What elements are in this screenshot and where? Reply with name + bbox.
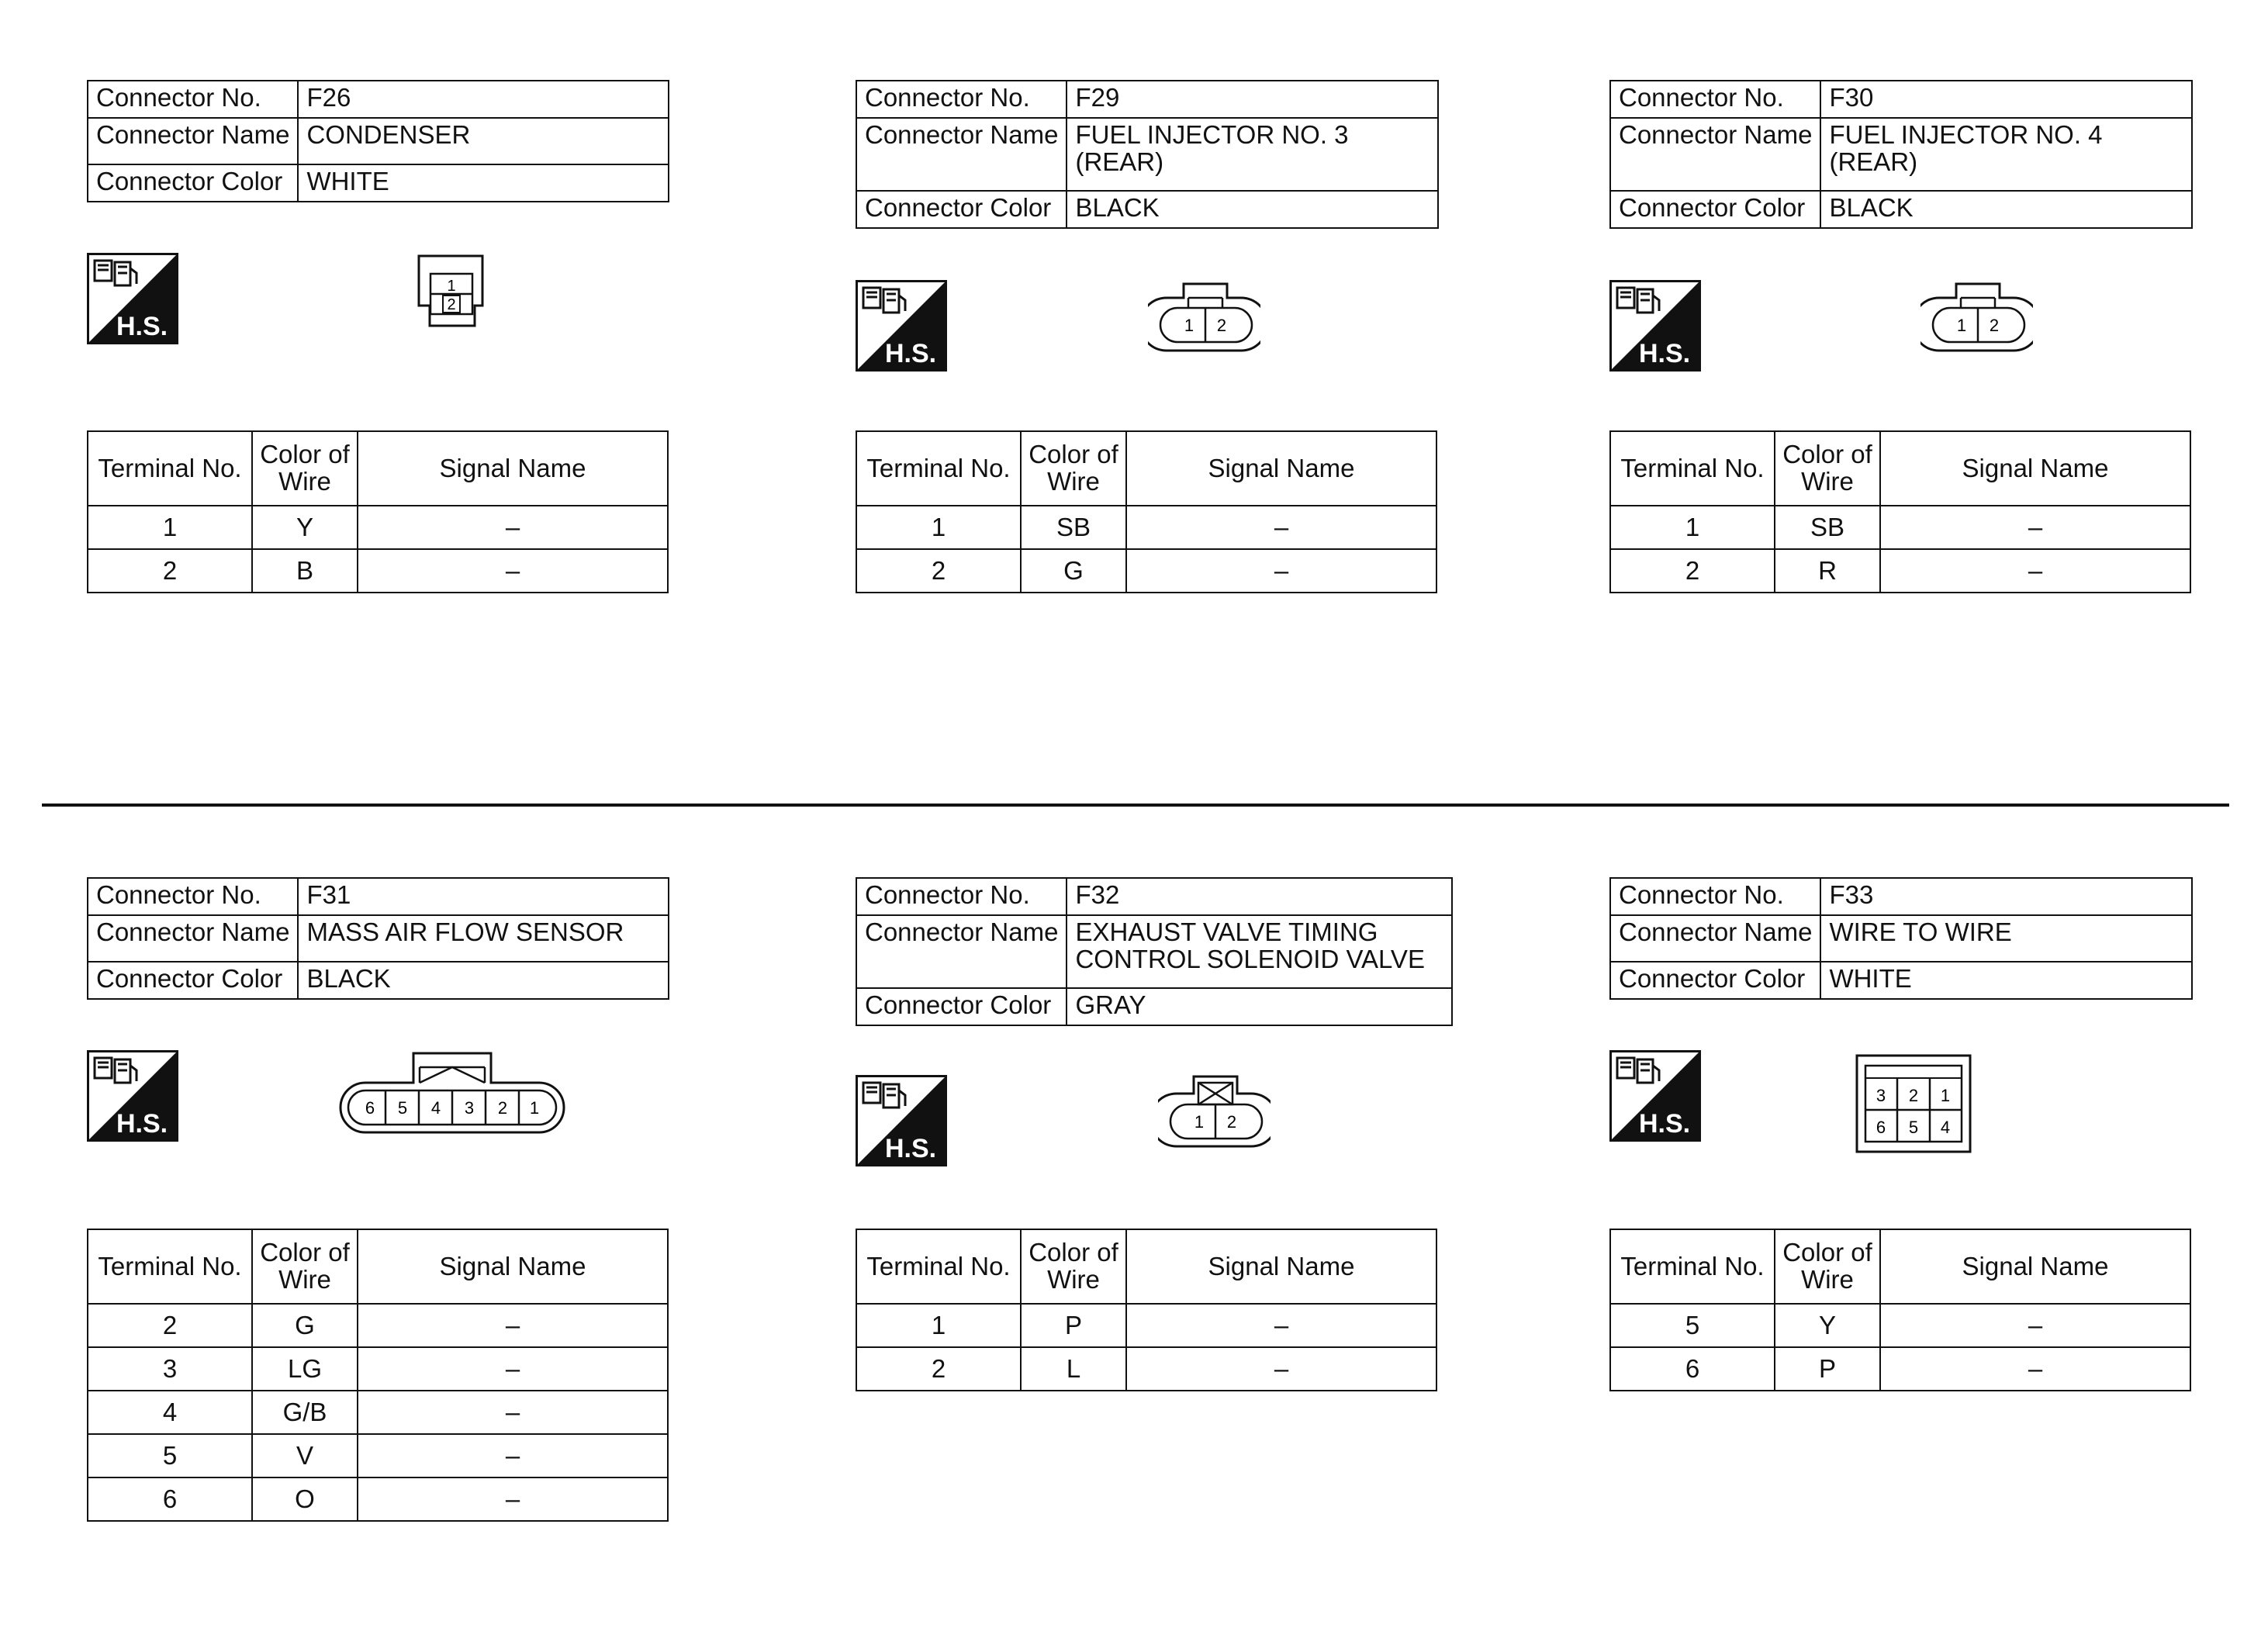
connector-color-value: WHITE bbox=[1820, 962, 2192, 999]
signal-name-header: Signal Name bbox=[358, 431, 668, 506]
connector-name-label: Connector Name bbox=[1610, 118, 1820, 191]
pin-label: 2 bbox=[497, 1098, 508, 1118]
pin-label: 2 bbox=[1989, 316, 2000, 335]
svg-text:H.S.: H.S. bbox=[116, 1109, 168, 1139]
connector-info-table bbox=[856, 80, 1439, 229]
signal-name: – bbox=[1126, 1347, 1436, 1391]
terminal-table-f26 bbox=[87, 430, 669, 593]
table-row bbox=[856, 549, 1436, 593]
signal-name-header: Signal Name bbox=[1126, 1229, 1436, 1304]
wire-color: SB bbox=[1021, 506, 1126, 549]
table-row bbox=[1610, 1304, 2190, 1347]
connector-name-label: Connector Name bbox=[856, 118, 1067, 191]
hs-badge-icon bbox=[856, 280, 947, 372]
wire-color: L bbox=[1021, 1347, 1126, 1391]
connector-f30 bbox=[1609, 80, 2193, 229]
wire-color-header: Color of Wire bbox=[1021, 431, 1126, 506]
connector-color-label: Connector Color bbox=[88, 164, 298, 202]
svg-text:H.S.: H.S. bbox=[116, 312, 168, 341]
pin-label: 2 bbox=[1908, 1086, 1919, 1105]
terminal-table-f32 bbox=[856, 1229, 1437, 1391]
connector-no-value: F33 bbox=[1820, 878, 2192, 915]
signal-name: – bbox=[1880, 1347, 2190, 1391]
pin-label: 5 bbox=[1908, 1118, 1919, 1137]
connector-info-table bbox=[1609, 80, 2193, 229]
signal-name: – bbox=[358, 1347, 668, 1391]
terminal-no-header: Terminal No. bbox=[1610, 431, 1775, 506]
terminal-no: 4 bbox=[88, 1391, 252, 1434]
terminal-table-f31 bbox=[87, 1229, 669, 1522]
hs-badge-icon bbox=[87, 253, 178, 344]
terminal-no-header: Terminal No. bbox=[856, 1229, 1021, 1304]
wire-color: B bbox=[252, 549, 358, 593]
terminal-no: 2 bbox=[1610, 549, 1775, 593]
connector-info-table bbox=[87, 80, 669, 202]
connector-color-label: Connector Color bbox=[856, 191, 1067, 228]
connector-name-value: EXHAUST VALVE TIMING CONTROL SOLENOID VALVE bbox=[1067, 915, 1452, 988]
table-row bbox=[88, 1434, 668, 1477]
signal-name-header: Signal Name bbox=[1880, 1229, 2190, 1304]
wire-color: SB bbox=[1775, 506, 1880, 549]
wire-color: Y bbox=[1775, 1304, 1880, 1347]
terminal-table-f33 bbox=[1609, 1229, 2191, 1391]
connector-f26 bbox=[87, 80, 669, 202]
pin-label: 6 bbox=[1876, 1118, 1886, 1137]
signal-name: – bbox=[1880, 506, 2190, 549]
wire-color: R bbox=[1775, 549, 1880, 593]
connector-f33 bbox=[1609, 877, 2193, 1000]
table-row bbox=[1610, 1347, 2190, 1391]
wire-color: O bbox=[252, 1477, 358, 1521]
connector-no-label: Connector No. bbox=[856, 878, 1067, 915]
signal-name-header: Signal Name bbox=[358, 1229, 668, 1304]
wire-color-header: Color of Wire bbox=[252, 431, 358, 506]
table-row bbox=[1610, 549, 2190, 593]
signal-name: – bbox=[358, 1391, 668, 1434]
connector-face-diagram bbox=[339, 1050, 565, 1139]
signal-name: – bbox=[358, 1477, 668, 1521]
connector-face-diagram bbox=[1148, 280, 1260, 358]
connector-name-value: FUEL INJECTOR NO. 3 (REAR) bbox=[1067, 118, 1438, 191]
pin-label: 2 bbox=[1226, 1112, 1237, 1132]
terminal-no: 5 bbox=[1610, 1304, 1775, 1347]
wire-color-header: Color of Wire bbox=[1775, 431, 1880, 506]
signal-name: – bbox=[1880, 549, 2190, 593]
pin-label: 1 bbox=[1956, 316, 1967, 335]
terminal-table-f30 bbox=[1609, 430, 2191, 593]
wire-color: V bbox=[252, 1434, 358, 1477]
svg-text:H.S.: H.S. bbox=[1639, 1109, 1691, 1139]
connector-info-table bbox=[87, 877, 669, 1000]
wire-color: G bbox=[252, 1304, 358, 1347]
terminal-no: 6 bbox=[88, 1477, 252, 1521]
terminal-no: 5 bbox=[88, 1434, 252, 1477]
terminal-table-f29 bbox=[856, 430, 1437, 593]
terminal-no: 1 bbox=[88, 506, 252, 549]
pin-label: 3 bbox=[464, 1098, 475, 1118]
terminal-no: 2 bbox=[88, 549, 252, 593]
pin-label: 5 bbox=[397, 1098, 408, 1118]
terminal-no-header: Terminal No. bbox=[1610, 1229, 1775, 1304]
pin-label: 1 bbox=[1940, 1086, 1951, 1105]
pin-label: 1 bbox=[1194, 1112, 1205, 1132]
wire-color: G bbox=[1021, 549, 1126, 593]
terminal-no-header: Terminal No. bbox=[88, 431, 252, 506]
connector-no-label: Connector No. bbox=[1610, 81, 1820, 118]
svg-text:H.S.: H.S. bbox=[1639, 339, 1691, 368]
terminal-no: 1 bbox=[1610, 506, 1775, 549]
hs-badge-icon bbox=[1609, 1050, 1701, 1142]
table-row bbox=[88, 1391, 668, 1434]
signal-name: – bbox=[1126, 549, 1436, 593]
connector-name-value: FUEL INJECTOR NO. 4 (REAR) bbox=[1820, 118, 2192, 191]
connector-no-value: F32 bbox=[1067, 878, 1452, 915]
hs-badge-icon bbox=[1609, 280, 1701, 372]
connector-no-value: F26 bbox=[298, 81, 669, 118]
terminal-no: 2 bbox=[856, 1347, 1021, 1391]
wire-color: P bbox=[1021, 1304, 1126, 1347]
connector-no-label: Connector No. bbox=[1610, 878, 1820, 915]
svg-text:H.S.: H.S. bbox=[885, 339, 937, 368]
connector-no-value: F29 bbox=[1067, 81, 1438, 118]
wire-color-header: Color of Wire bbox=[1775, 1229, 1880, 1304]
signal-name-header: Signal Name bbox=[1880, 431, 2190, 506]
connector-color-value: BLACK bbox=[298, 962, 669, 999]
wire-color-header: Color of Wire bbox=[252, 1229, 358, 1304]
connector-face-diagram bbox=[1855, 1053, 1972, 1158]
connector-face-diagram bbox=[1920, 280, 2033, 358]
terminal-no: 2 bbox=[856, 549, 1021, 593]
connector-color-value: WHITE bbox=[298, 164, 669, 202]
wire-color-header: Color of Wire bbox=[1021, 1229, 1126, 1304]
wire-color: P bbox=[1775, 1347, 1880, 1391]
signal-name: – bbox=[1126, 506, 1436, 549]
connector-color-value: BLACK bbox=[1820, 191, 2192, 228]
terminal-no: 2 bbox=[88, 1304, 252, 1347]
pin-label: 4 bbox=[430, 1098, 441, 1118]
pin-label: 4 bbox=[1940, 1118, 1951, 1137]
connector-no-label: Connector No. bbox=[856, 81, 1067, 118]
connector-f29 bbox=[856, 80, 1439, 229]
connector-name-value: WIRE TO WIRE bbox=[1820, 915, 2192, 962]
wire-color: G/B bbox=[252, 1391, 358, 1434]
terminal-no: 1 bbox=[856, 1304, 1021, 1347]
connector-no-value: F31 bbox=[298, 878, 669, 915]
connector-no-value: F30 bbox=[1820, 81, 2192, 118]
connector-f32 bbox=[856, 877, 1453, 1026]
signal-name: – bbox=[358, 1304, 668, 1347]
table-row bbox=[856, 1304, 1436, 1347]
connector-color-value: GRAY bbox=[1067, 988, 1452, 1025]
hs-badge-icon bbox=[856, 1075, 947, 1166]
signal-name: – bbox=[358, 549, 668, 593]
connector-color-value: BLACK bbox=[1067, 191, 1438, 228]
connector-info-table bbox=[856, 877, 1453, 1026]
connector-name-value: CONDENSER bbox=[298, 118, 669, 164]
connector-name-label: Connector Name bbox=[856, 915, 1067, 988]
table-row bbox=[88, 506, 668, 549]
pin-label: 6 bbox=[365, 1098, 375, 1118]
table-row bbox=[88, 549, 668, 593]
connector-color-label: Connector Color bbox=[1610, 962, 1820, 999]
pin-label: 1 bbox=[1184, 316, 1194, 335]
signal-name-header: Signal Name bbox=[1126, 431, 1436, 506]
connector-f31 bbox=[87, 877, 669, 1000]
connector-color-label: Connector Color bbox=[1610, 191, 1820, 228]
signal-name: – bbox=[358, 1434, 668, 1477]
terminal-no-header: Terminal No. bbox=[88, 1229, 252, 1304]
wire-color: Y bbox=[252, 506, 358, 549]
connector-no-label: Connector No. bbox=[88, 878, 298, 915]
hs-badge-icon bbox=[87, 1050, 178, 1142]
pin-label: 1 bbox=[447, 278, 456, 295]
connector-name-label: Connector Name bbox=[88, 915, 298, 962]
terminal-no: 6 bbox=[1610, 1347, 1775, 1391]
table-row bbox=[856, 1347, 1436, 1391]
connector-color-label: Connector Color bbox=[88, 962, 298, 999]
signal-name: – bbox=[358, 506, 668, 549]
terminal-no: 1 bbox=[856, 506, 1021, 549]
table-row bbox=[856, 506, 1436, 549]
pin-label: 2 bbox=[447, 296, 456, 313]
table-row bbox=[88, 1477, 668, 1521]
connector-name-label: Connector Name bbox=[88, 118, 298, 164]
pin-label: 2 bbox=[1216, 316, 1227, 335]
signal-name: – bbox=[1880, 1304, 2190, 1347]
connector-name-label: Connector Name bbox=[1610, 915, 1820, 962]
table-row bbox=[88, 1304, 668, 1347]
connector-no-label: Connector No. bbox=[88, 81, 298, 118]
pin-label: 3 bbox=[1876, 1086, 1886, 1105]
pin-label: 1 bbox=[529, 1098, 540, 1118]
wire-color: LG bbox=[252, 1347, 358, 1391]
svg-text:H.S.: H.S. bbox=[885, 1134, 937, 1163]
connector-face-diagram bbox=[417, 254, 486, 335]
connector-info-table bbox=[1609, 877, 2193, 1000]
connector-name-value: MASS AIR FLOW SENSOR bbox=[298, 915, 669, 962]
terminal-no-header: Terminal No. bbox=[856, 431, 1021, 506]
terminal-no: 3 bbox=[88, 1347, 252, 1391]
table-row bbox=[88, 1347, 668, 1391]
section-divider bbox=[42, 804, 2229, 807]
table-row bbox=[1610, 506, 2190, 549]
connector-face-diagram bbox=[1158, 1073, 1271, 1155]
signal-name: – bbox=[1126, 1304, 1436, 1347]
connector-color-label: Connector Color bbox=[856, 988, 1067, 1025]
